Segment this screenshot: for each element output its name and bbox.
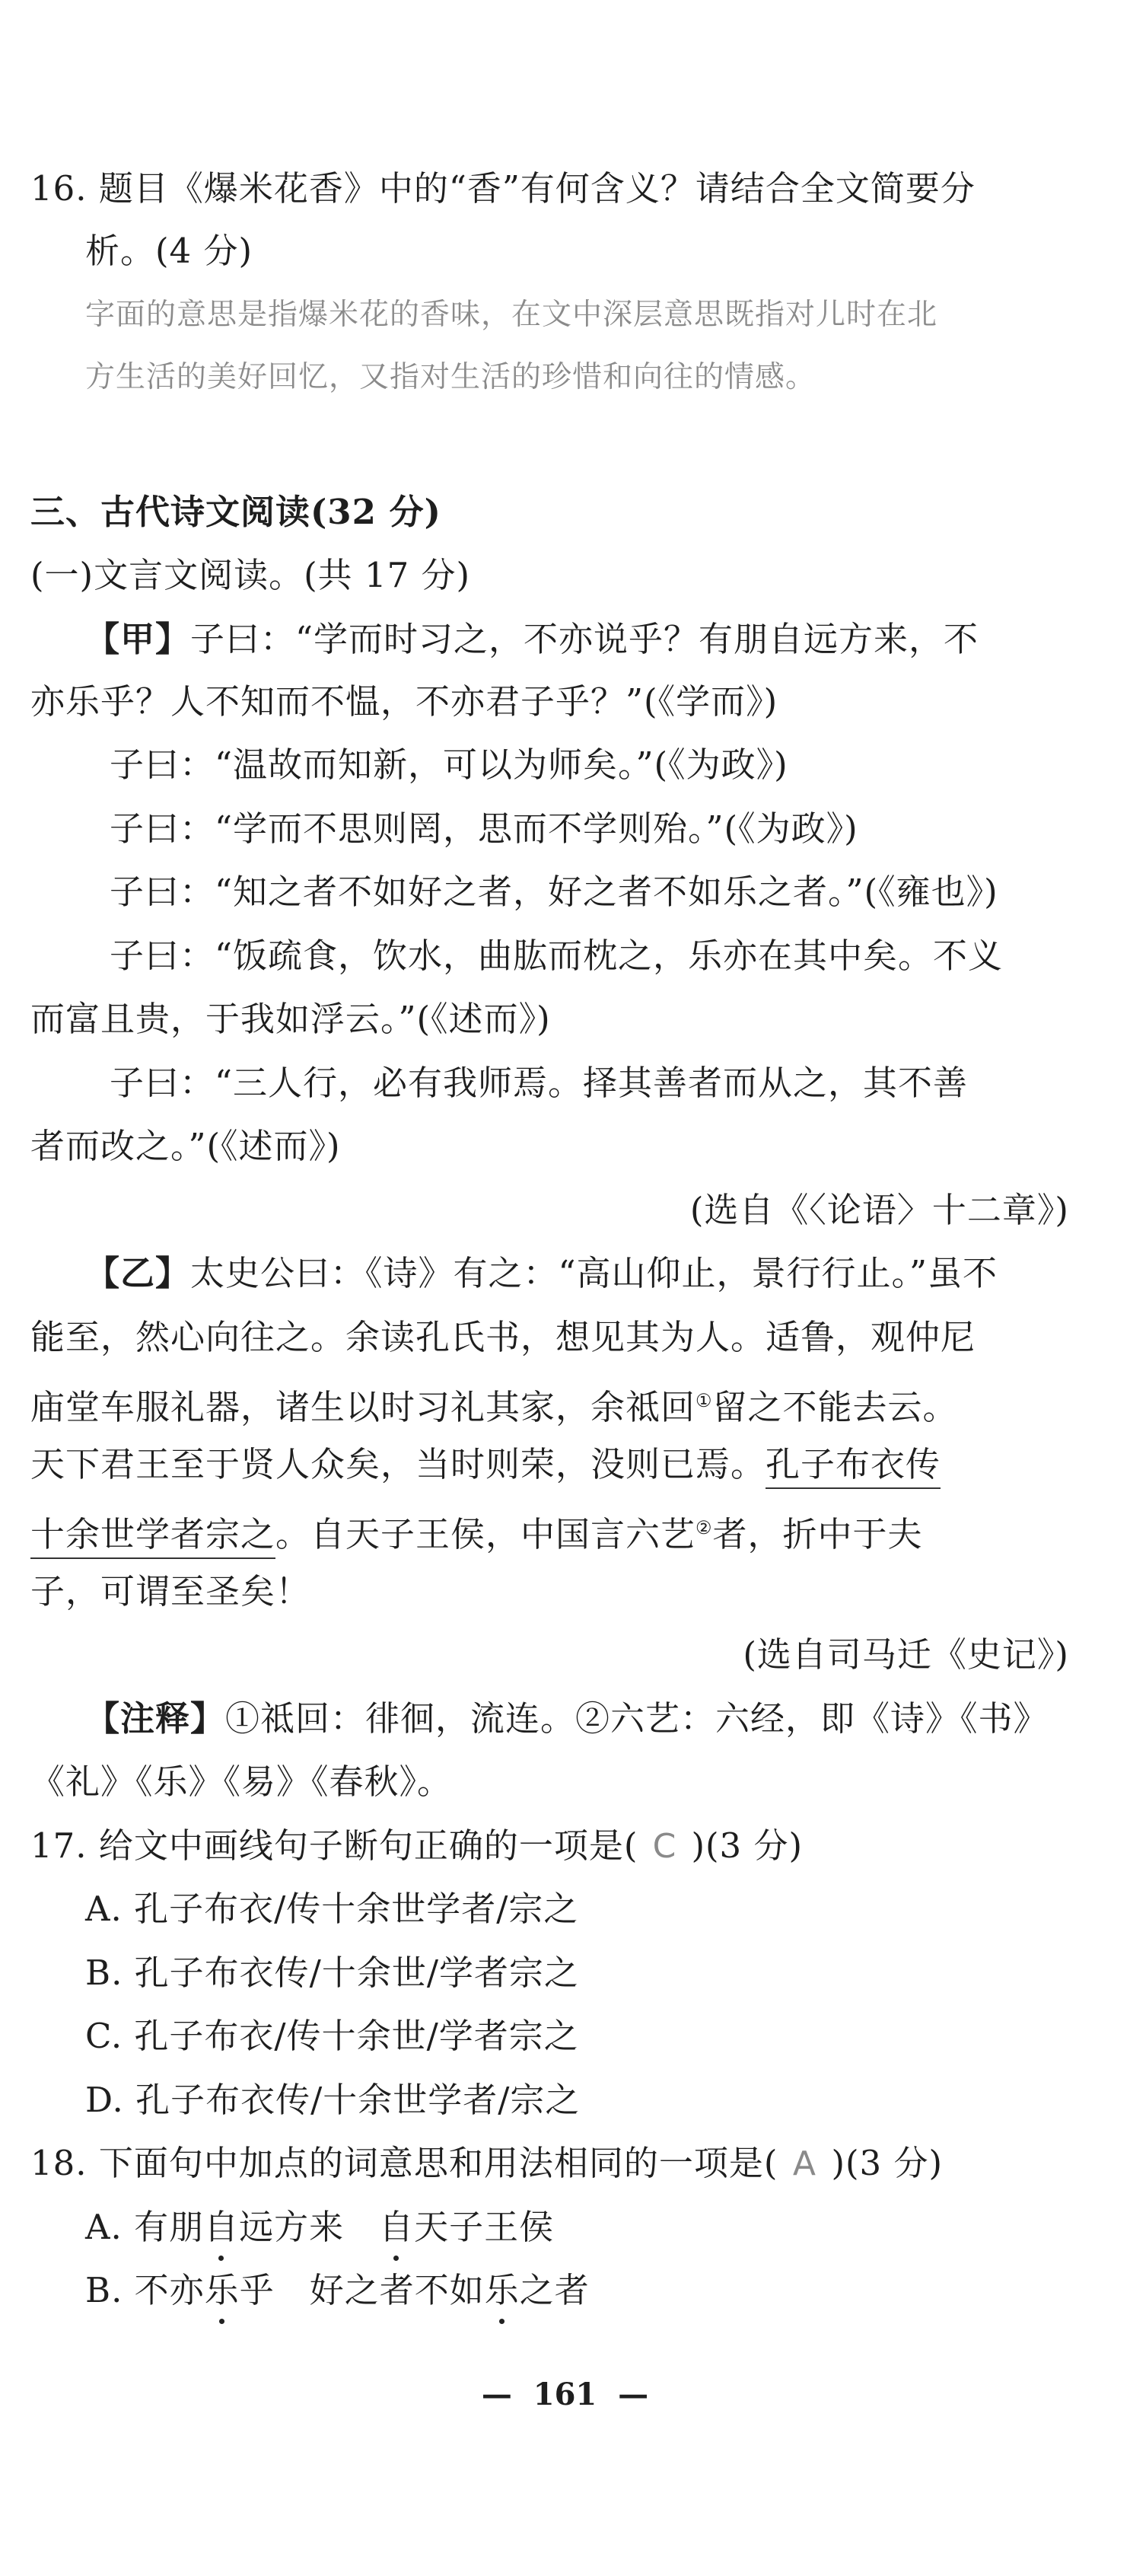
jia-line6: 子曰：“饭疏食，饮水，曲肱而枕之，乐亦在其中矣。不义 bbox=[110, 936, 1004, 976]
q16-stem-line1: 16. 题目《爆米花香》中的“香”有何含义？请结合全文简要分 bbox=[30, 168, 976, 209]
dotted-word: 自 bbox=[379, 2207, 414, 2247]
q18-handwritten-answer: A bbox=[792, 2144, 816, 2183]
footnote-marker-1: ① bbox=[696, 1390, 713, 1411]
dotted-word: 乐 bbox=[485, 2270, 520, 2310]
section-title: 三、古代诗文阅读(32 分) bbox=[30, 492, 441, 532]
underlined-sentence-part1: 孔子布衣传 bbox=[766, 1444, 941, 1489]
jia-line9: 者而改之。”(《述而》) bbox=[30, 1126, 341, 1166]
emphasis-dot bbox=[393, 2256, 399, 2261]
jia-line7: 而富且贵，于我如浮云。”(《述而》) bbox=[30, 999, 551, 1039]
q17-option-a: A. 孔子布衣/传十余世学者/宗之 bbox=[85, 1889, 579, 1929]
yi-line3: 庙堂车服礼器，诸生以时习礼其家，余祗回①留之不能去云。 bbox=[30, 1387, 958, 1427]
section-subtitle: (一)文言文阅读。(共 17 分) bbox=[30, 555, 471, 595]
q18-option-a: A. 有朋自 远方来 自 天子王侯 bbox=[85, 2205, 554, 2250]
page-number: — 161 — bbox=[481, 2377, 649, 2412]
yi-line2: 能至，然心向往之。余读孔氏书，想见其为人。适鲁，观仲尼 bbox=[30, 1317, 976, 1357]
jia-source: (选自《〈论语〉十二章》) bbox=[689, 1190, 1069, 1230]
footnote-marker-2: ② bbox=[696, 1517, 713, 1538]
notes-label: 【注释】 bbox=[85, 1698, 226, 1739]
q16-handwritten-answer-line2: 方生活的美好回忆，又指对生活的珍惜和向往的情感。 bbox=[85, 360, 816, 394]
yi-line6: 子，可谓至圣矣！ bbox=[30, 1571, 311, 1612]
jia-line8: 子曰：“三人行，必有我师焉。择其善者而从之，其不善 bbox=[110, 1063, 969, 1103]
jia-line3: 子曰：“温故而知新，可以为师矣。”(《为政》) bbox=[110, 744, 788, 785]
q16-stem-line2: 析。(4 分) bbox=[85, 231, 253, 271]
q16-handwritten-answer-line1: 字面的意思是指爆米花的香味，在文中深层意思既指对儿时在北 bbox=[85, 298, 938, 332]
yi-line4: 天下君王至于贤人众矣，当时则荣，没则已焉。孔子布衣传 bbox=[30, 1442, 941, 1487]
q17-option-b: B. 孔子布衣传/十余世/学者宗之 bbox=[85, 1953, 580, 1993]
notes-line2: 《礼》《乐》《易》《春秋》。 bbox=[30, 1761, 453, 1802]
yi-label: 【乙】 bbox=[85, 1253, 191, 1293]
notes-line1: 【注释】①祗回：徘徊，流连。②六艺：六经，即《诗》《书》 bbox=[85, 1698, 1049, 1739]
emphasis-dot bbox=[218, 2256, 224, 2261]
jia-line2: 亦乐乎？人不知而不愠，不亦君子乎？”(《学而》) bbox=[30, 681, 778, 722]
q17-option-d: D. 孔子布衣传/十余世学者/宗之 bbox=[85, 2080, 581, 2120]
jia-line4: 子曰：“学而不思则罔，思而不学则殆。”(《为政》) bbox=[110, 808, 858, 849]
jia-label: 【甲】 bbox=[85, 619, 191, 659]
emphasis-dot bbox=[219, 2319, 224, 2324]
q17-handwritten-answer: C bbox=[652, 1827, 677, 1866]
q17-option-c: C. 孔子布衣/传十余世/学者宗之 bbox=[85, 2016, 579, 2056]
q18-stem: 18. 下面句中加点的词意思和用法相同的一项是( A )(3 分) bbox=[30, 2141, 943, 2187]
yi-source: (选自司马迁《史记》) bbox=[743, 1634, 1069, 1675]
q17-stem: 17. 给文中画线句子断句正确的一项是( C )(3 分) bbox=[30, 1823, 803, 1870]
dotted-word: 乐 bbox=[205, 2270, 240, 2310]
dotted-word: 自 bbox=[204, 2207, 239, 2247]
underlined-sentence-part2: 十余世学者宗之 bbox=[30, 1514, 275, 1559]
jia-line1: 【甲】子曰：“学而时习之，不亦说乎？有朋自远方来，不 bbox=[85, 619, 979, 659]
emphasis-dot bbox=[499, 2319, 505, 2324]
q18-option-b: B. 不亦乐 乎 好之者不如乐 之者 bbox=[85, 2268, 590, 2313]
yi-line1: 【乙】太史公曰：《诗》有之：“高山仰止，景行行止。”虽不 bbox=[85, 1253, 998, 1293]
yi-line5: 十余世学者宗之。自天子王侯，中国言六艺②者，折中于夫 bbox=[30, 1505, 923, 1557]
jia-line5: 子曰：“知之者不如好之者，好之者不如乐之者。”(《雍也》) bbox=[110, 872, 998, 912]
